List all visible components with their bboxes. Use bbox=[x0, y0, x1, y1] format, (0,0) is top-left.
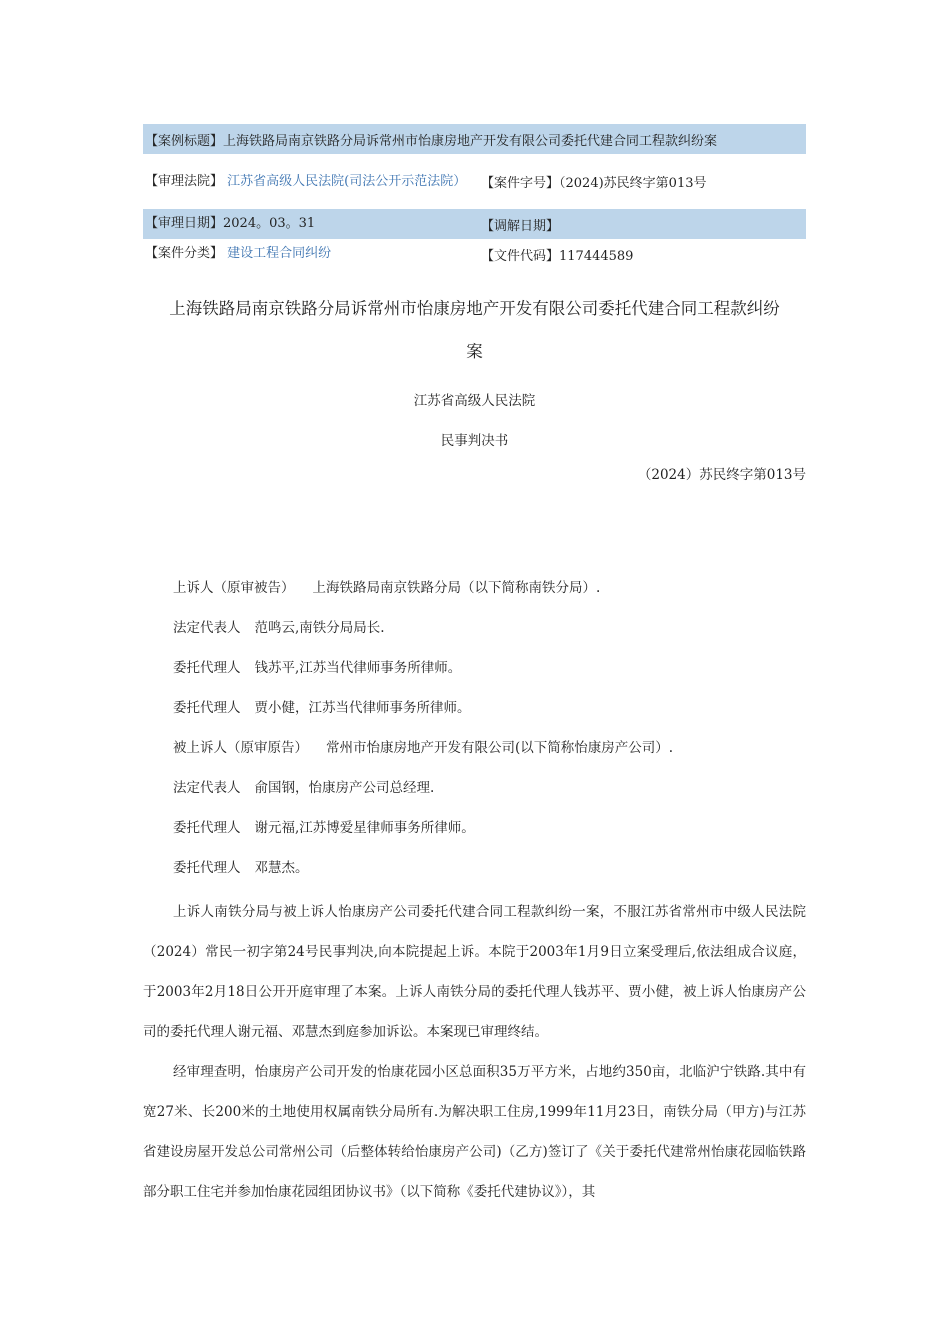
date-label: 【审理日期】 bbox=[145, 216, 224, 231]
case-title-row bbox=[143, 124, 806, 154]
party-line bbox=[143, 572, 806, 612]
court-heading: 江苏省高级人民法院 bbox=[413, 393, 536, 409]
party-line bbox=[143, 652, 806, 692]
party-role: 委托代理人 bbox=[173, 660, 241, 676]
party-line bbox=[143, 852, 806, 892]
party-value: 俞国钢，怡康房产公司总经理. bbox=[254, 780, 435, 796]
case-no-value: （2024)苏民终字第013号 bbox=[559, 176, 707, 191]
category-label: 【案件分类】 bbox=[145, 246, 224, 261]
party-line bbox=[143, 732, 806, 772]
party-line bbox=[143, 612, 806, 652]
party-role: 被上诉人（原审原告） bbox=[173, 740, 308, 756]
document-body bbox=[143, 572, 806, 1212]
body-paragraph: 上诉人南铁分局与被上诉人怡康房产公司委托代建合同工程款纠纷一案，不服江苏省常州市中级人民法院（2024）常民一初字第24号民事判决,向本院提起上诉。本院于2003年1月9日立案受理后,依法组成合议庭，于2003年2月18日公开开庭审理了本案。上诉人南铁分局的委托代理人钱苏平、贾小健，被上诉人怡康房产公司的委托代理人谢元福、邓慧杰到庭参加诉讼。本案现已审理终结。 bbox=[143, 904, 806, 1040]
party-value: 范鸣云,南铁分局局长. bbox=[254, 620, 385, 636]
doc-code-label: 【文件代码】 bbox=[481, 248, 560, 264]
party-role: 法定代表人 bbox=[173, 780, 241, 796]
mediation-label: 【调解日期】 bbox=[481, 218, 560, 234]
document-type: 民事判决书 bbox=[440, 433, 509, 449]
party-role: 委托代理人 bbox=[173, 860, 241, 876]
date-row bbox=[143, 209, 806, 239]
body-paragraph: 经审理查明，怡康房产公司开发的怡康花园小区总面积35万平方米，占地约350亩，北临沪宁铁路.其中有宽27米、长200米的土地使用权属南铁分局所有.为解决职工住房,1999年11月23日，南铁分局（甲方)与江苏省建设房屋开发总公司常州公司（后整体转给怡康房产公司)（乙方)签订了《关于委托代建常州怡康花园临铁路部分职工住宅并参加怡康花园组团协议书》（以下简称《委托代建协议》），其 bbox=[143, 1064, 806, 1200]
party-line bbox=[143, 812, 806, 852]
court-cell bbox=[143, 172, 479, 192]
case-title-label: 【案例标题】 bbox=[145, 133, 224, 149]
category-link[interactable]: 建设工程合同纠纷 bbox=[227, 246, 332, 261]
date-value: 2024。03。31 bbox=[223, 216, 316, 231]
court-row bbox=[143, 154, 806, 209]
party-value: 贾小健，江苏当代律师事务所律师。 bbox=[254, 700, 471, 716]
court-link[interactable]: 江苏省高级人民法院(司法公开示范法院） bbox=[227, 173, 467, 189]
party-value: 上海铁路局南京铁路分局（以下简称南铁分局）. bbox=[312, 580, 601, 596]
party-value: 钱苏平,江苏当代律师事务所律师。 bbox=[254, 660, 462, 676]
party-value: 谢元福,江苏博爱星律师事务所律师。 bbox=[254, 820, 475, 836]
mediation-cell bbox=[479, 215, 806, 234]
category-row bbox=[143, 239, 806, 269]
party-value: 邓慧杰。 bbox=[254, 860, 309, 876]
case-no-cell bbox=[479, 172, 806, 191]
title-line-2: 案 bbox=[466, 342, 483, 361]
case-title-value: 上海铁路局南京铁路分局诉常州市怡康房地产开发有限公司委托代建合同工程款纠纷案 bbox=[223, 133, 718, 149]
case-info-table bbox=[143, 124, 806, 269]
title-line-1: 上海铁路局南京铁路分局诉常州市怡康房地产开发有限公司委托代建合同工程款纠纷 bbox=[169, 299, 780, 318]
date-cell bbox=[143, 214, 479, 234]
party-value: 常州市怡康房地产开发有限公司(以下简称怡康房产公司）. bbox=[326, 740, 674, 756]
party-role: 委托代理人 bbox=[173, 700, 241, 716]
party-line bbox=[143, 772, 806, 812]
party-line bbox=[143, 692, 806, 732]
doc-code-cell bbox=[479, 245, 806, 264]
party-role: 委托代理人 bbox=[173, 820, 241, 836]
court-label: 【审理法院】 bbox=[145, 173, 224, 189]
category-cell bbox=[143, 244, 479, 264]
case-number: （2024）苏民终字第013号 bbox=[637, 467, 806, 483]
doc-code-value: 117444589 bbox=[559, 248, 634, 264]
document-title bbox=[143, 287, 806, 373]
party-role: 法定代表人 bbox=[173, 620, 241, 636]
case-no-label: 【案件字号】 bbox=[481, 176, 560, 191]
party-role: 上诉人（原审被告） bbox=[173, 580, 295, 596]
